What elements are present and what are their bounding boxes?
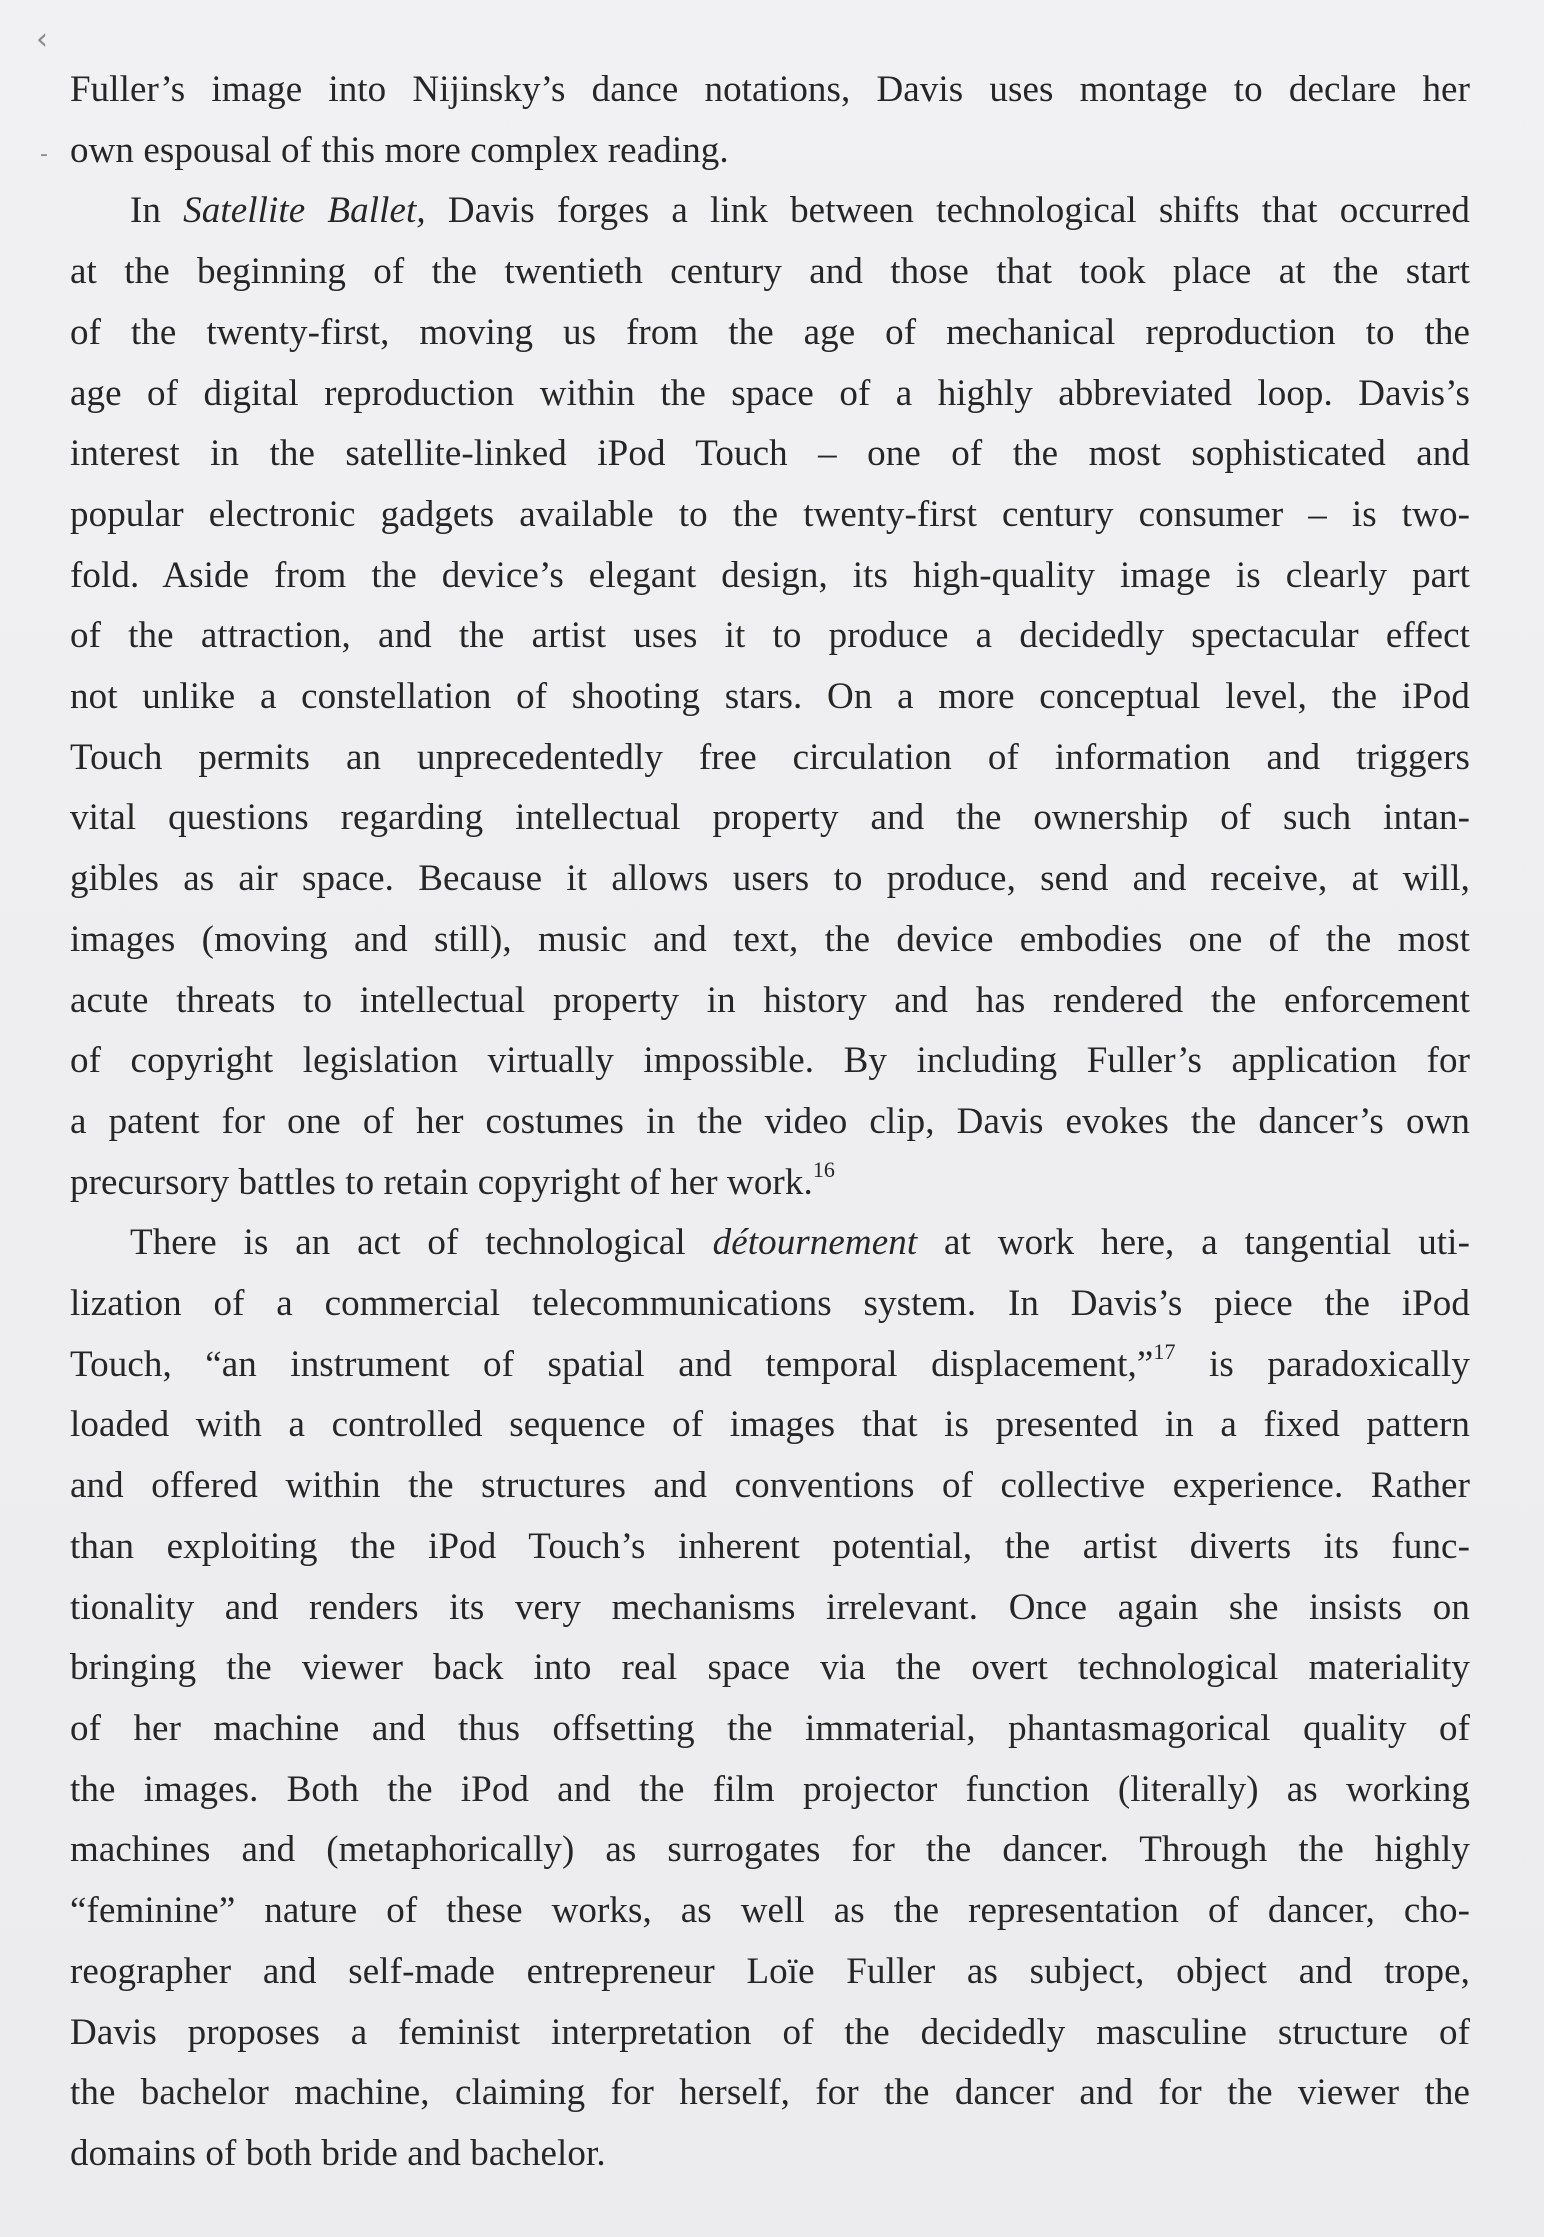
text-line: and offered within the structures and conventions of collective experience. Rather	[70, 1465, 1470, 1507]
footnote-ref: 16	[812, 1157, 836, 1183]
text-line: Davis proposes a feminist interpretation of the decidedly masculine structure of	[70, 2011, 1470, 2053]
text-line: loaded with a controlled sequence of images that is presented in a fixed pattern	[70, 1404, 1470, 1446]
text-line: reographer and self-made entrepreneur Loïe Fuller as subject, object and trope,	[70, 1950, 1470, 1992]
text-line: tionality and renders its very mechanisms irrelevant. Once again she insists on	[70, 1586, 1470, 1628]
text-line: age of digital reproduction within the space of a highly abbreviated loop. Davis’s	[70, 372, 1470, 414]
text-line: the bachelor machine, claiming for herself, for the dancer and for the viewer the	[70, 2072, 1470, 2114]
text-line: not unlike a constellation of shooting stars. On a more conceptual level, the iPod	[70, 676, 1470, 718]
paragraph	[70, 60, 1470, 181]
text-line: There is an act of technological détournement at work here, a tangential uti-	[130, 1222, 1470, 1264]
text-line: Fuller’s image into Nijinsky’s dance notations, Davis uses montage to declare her	[70, 69, 1470, 110]
paragraph	[70, 181, 1470, 1213]
text-line: at the beginning of the twentieth century and those that took place at the start	[70, 251, 1470, 293]
text-line: fold. Aside from the device’s elegant design, its high-quality image is clearly part	[70, 554, 1470, 596]
text-line: acute threats to intellectual property in history and has rendered the enforcement	[70, 979, 1470, 1021]
italic-title: Satellite Ballet,	[183, 190, 426, 232]
text-line: In Satellite Ballet, Davis forges a link between technological shifts that occurred	[130, 190, 1471, 232]
body-text	[70, 60, 1470, 2185]
text-line: own espousal of this more complex reading.	[70, 129, 729, 171]
text-line: interest in the satellite-linked iPod Touch – one of the most sophisticated and	[70, 433, 1470, 475]
text-line: a patent for one of her costumes in the video clip, Davis evokes the dancer’s own	[70, 1100, 1470, 1142]
text-line: lization of a commercial telecommunications system. In Davis’s piece the iPod	[70, 1283, 1470, 1325]
margin-dash: -	[40, 142, 48, 167]
text-line: popular electronic gadgets available to the twenty-first century consumer – is two-	[70, 493, 1470, 535]
text-line: of her machine and thus offsetting the immaterial, phantasmagorical quality of	[70, 1707, 1470, 1749]
text-line: bringing the viewer back into real space via the overt technological materiality	[70, 1647, 1470, 1689]
text-line: than exploiting the iPod Touch’s inherent potential, the artist diverts its func-	[70, 1525, 1470, 1567]
footnote-ref: 17	[1153, 1339, 1176, 1365]
paragraph	[70, 1213, 1470, 2184]
text-line: of the attraction, and the artist uses it to produce a decidedly spectacular effect	[70, 615, 1470, 657]
text-line: of copyright legislation virtually impossible. By including Fuller’s application for	[70, 1040, 1470, 1082]
text-line: Touch permits an unprecedentedly free circulation of information and triggers	[70, 736, 1470, 778]
text-line: Touch, “an instrument of spatial and temporal displacement,”$^{17}$ is paradoxically	[70, 1339, 1470, 1385]
text-line: “feminine” nature of these works, as well as the representation of dancer, cho-	[70, 1890, 1470, 1932]
text-line: vital questions regarding intellectual property and the ownership of such intan-	[70, 797, 1470, 839]
text-line: images (moving and still), music and text, the device embodies one of the most	[70, 918, 1470, 960]
text-line: precursory battles to retain copyright of her work.$^{16}$	[70, 1157, 836, 1203]
margin-mark: ‹	[36, 22, 48, 57]
text-line: gibles as air space. Because it allows users to produce, send and receive, at will,	[70, 858, 1470, 900]
text-line: of the twenty-first, moving us from the age of mechanical reproduction to the	[70, 311, 1470, 353]
italic-title: détournement	[712, 1222, 918, 1264]
text-line: domains of both bride and bachelor.	[70, 2132, 606, 2174]
text-line: machines and (metaphorically) as surrogates for the dancer. Through the highly	[70, 1829, 1470, 1871]
text-line: the images. Both the iPod and the film projector function (literally) as working	[70, 1768, 1470, 1810]
